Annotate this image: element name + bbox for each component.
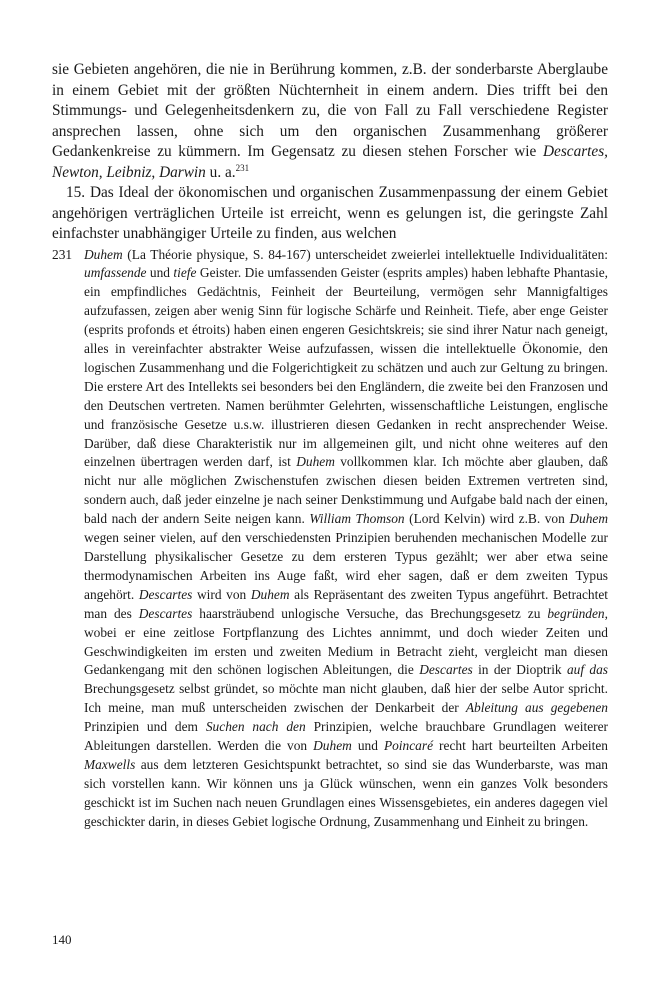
- fn-seg: Descartes: [419, 662, 473, 678]
- page-body: [52, 60, 608, 832]
- fn-seg: William Thomson: [309, 511, 405, 527]
- paragraph-1-text: sie Gebieten angehören, die nie in Berührung kommen, z.B. der sonderbarste Aberglaube in einem Gebiet mit der größten Nüchternheit in einem andern. Dies trifft bei den Stimmungs- und Gelegenheitsdenkern zu, die von Fall zu Fall verschiedene Register ansprechen lassen, ohne sich um den organischen Zusammenhang größerer Gedankenkreise zu kümmern. Im Gegensatz zu diesen stehen Forscher wie: [52, 61, 608, 160]
- footnote-reference[interactable]: 231: [235, 162, 250, 173]
- paragraph-2: 15. Das Ideal der ökonomischen und organischen Zusammenpassung der einem Gebiet angehörigen verträglichen Urteile ist erreicht, wenn es gelungen ist, die geringste Zahl einfachster unabhängiger Urteile zu finden, aus welchen: [52, 184, 608, 242]
- fn-seg: begründen: [547, 605, 605, 621]
- fn-seg: vollkommen klar. Ich möchte aber glauben, daß nicht nur alle möglichen Zwischenstufen zwischen diesen beiden Extremen vertreten sind, sondern auch, daß jeder einzelne je nach seiner Denkstimmung und Aufgabe bald nach der einen, bald nach der andern Seite neigen kann.: [84, 454, 608, 527]
- fn-seg: wird von: [192, 586, 251, 602]
- paragraph-1: [52, 60, 608, 183]
- fn-seg: und: [146, 265, 174, 281]
- fn-seg: aus dem letzteren Gesichtspunkt betrachtet, so sind sie das Wunderbarste, was man sich vorstellen kann. Wir können uns ja Glück wünschen, wenn ein ganzes Volk besonders geschickt ist im Suchen nach neuen Grundlagen eines Wissensgebietes, ein anderes dagegen viel geschickter darin, in dieses Gebiet logische Ordnung, Zusammenhang und Einheit zu bringen.: [84, 756, 608, 829]
- fn-seg: Prinzipien und dem: [84, 719, 206, 735]
- fn-seg: wegen seiner vielen, auf den verschiedensten Prinzipien beruhenden mechanischen Modelle zur Darstellung physikalischer Gesetze zu dem ersteren Typus gezählt; wer aber etwa seine thermodynamischen Arbeiten ins Auge faßt, wird eher sagen, daß er dem zweiten Typus angehört.: [84, 530, 608, 602]
- main-text: [52, 60, 608, 245]
- fn-seg: haarsträubend unlogische Versuche, das Brechungsgesetz zu: [192, 605, 548, 621]
- scientist-names: Descartes, Newton, Leibniz, Darwin: [52, 143, 608, 181]
- footnote-231: [52, 246, 608, 832]
- footnote-text: [84, 246, 608, 832]
- fn-seg: Duhem: [313, 738, 352, 754]
- fn-seg: auf das: [566, 662, 609, 678]
- fn-seg: Ableitung aus gegebenen: [465, 700, 608, 716]
- page-number: 140: [52, 932, 72, 947]
- fn-seg: (Lord Kelvin) wird z.B. von: [404, 511, 570, 527]
- footnote-number: 231: [52, 246, 73, 262]
- fn-seg: Descartes: [138, 605, 193, 621]
- fn-seg: und: [351, 738, 384, 754]
- fn-seg: Duhem: [569, 511, 609, 527]
- fn-seg: tiefe: [173, 265, 197, 281]
- fn-seg: Suchen nach den: [205, 719, 306, 735]
- fn-seg: , wobei er eine zeitlose Fortpflanzung des Lichtes annimmt, und doch wieder Zeiten und Geschwindigkeiten im ersten und zweiten Medium in Betracht zieht, vergleicht man diesen Gedankengang mit den schönen logischen Ableitungen, die: [84, 605, 608, 678]
- fn-seg: Duhem: [84, 246, 123, 262]
- fn-seg: Duhem: [296, 454, 335, 470]
- fn-seg: als Repräsentant des zweiten Typus angeführt. Betrachtet man des: [84, 586, 608, 621]
- fn-seg: Descartes: [138, 586, 193, 602]
- fn-seg: umfassende: [84, 265, 147, 281]
- fn-seg: (La Théorie physique, S. 84-167) unterscheidet zweierlei intellektuelle Individualitäten:: [122, 246, 608, 262]
- fn-seg: recht hart beurteilten Arbeiten: [433, 738, 609, 754]
- fn-seg: Geister. Die umfassenden Geister (esprits amples) haben lebhafte Phantasie, ein empfindliches Gedächtnis, Feinheit der Beurteilung, vermögen sehr Mannigfaltiges aufzufassen, zeigen aber wenig Sinn für logische Schärfe und Reinheit. Tiefe, aber enge Geister (esprits profonds et étroits) haben einen engeren Gesichtskreis; sie sind ihrer Natur nach geneigt, alles in vereinfachter abstrakter Weise aufzufassen, wissen die intellektuelle Ökonomie, den logischen Zusammenhang und die Folgerichtigkeit zu schätzen und auch zur Geltung zu bringen. Die erstere Art des Intellekts sei besonders bei den Engländern, die zweite bei den Franzosen und den Deutschen vertreten. Namen berühmter Gelehrten, wissenschaftliche Leistungen, englische und französische Gesetze u.s.w. illustrieren diesen Gedanken in recht ansprechender Weise. Darüber, daß diese Charakteristik nur im allgemeinen gilt, und nicht ohne weiteres auf den einzelnen übertragen werden darf, ist: [84, 265, 609, 470]
- fn-seg: in der Dioptrik: [472, 662, 567, 678]
- fn-seg: Poincaré: [383, 738, 434, 754]
- fn-seg: Brechungsgesetz selbst gründet, so möchte man nicht glauben, daß hier der selbe Autor spricht. Ich meine, man muß unterscheiden zwischen der Denkarbeit der: [84, 681, 608, 716]
- fn-seg: Duhem: [250, 586, 290, 602]
- paragraph-1-end: u. a.: [205, 163, 236, 181]
- fn-seg: Maxwells: [84, 756, 136, 772]
- fn-seg: Prinzipien, welche brauchbare Grundlagen weiterer Ableitungen darstellen. Werden die von: [84, 719, 608, 754]
